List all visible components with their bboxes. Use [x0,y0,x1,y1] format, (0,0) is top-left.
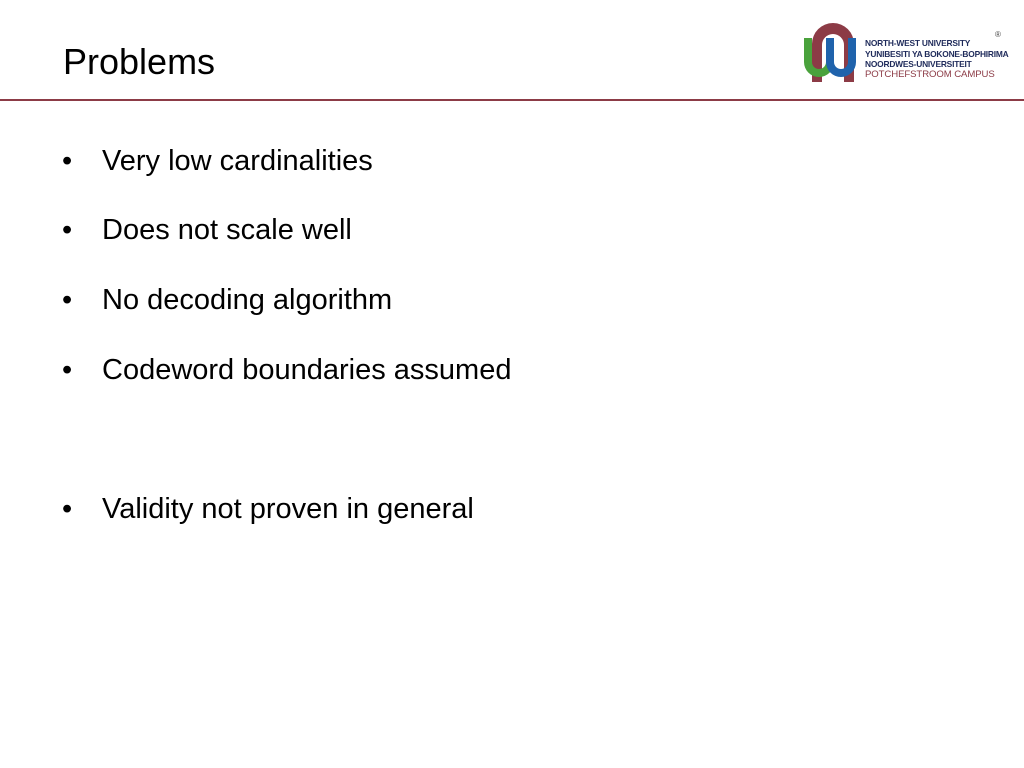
logo-line: NORTH-WEST UNIVERSITY [865,38,971,48]
bullet-text: Codeword boundaries assumed [102,354,512,386]
logo-campus-line: POTCHEFSTROOM CAMPUS [865,68,995,80]
bullet-item [62,352,511,388]
bullet-text: No decoding algorithm [102,284,393,316]
bullet-item [62,491,474,527]
bullet-icon: • [62,214,73,246]
logo-line: YUNIBESITI YA BOKONE-BOPHIRIMA [865,48,1009,59]
bullet-text: Validity not proven in general [102,493,474,525]
bullet-item [62,282,392,318]
bullet-text: Does not scale well [102,214,352,246]
bullet-text: Very low cardinalities [102,145,373,177]
logo-line: NOORDWES-UNIVERSITEIT [865,59,972,69]
bullet-item [62,212,352,248]
bullet-icon: • [62,354,73,386]
bullet-icon: • [62,145,73,177]
slide-title: Problems [63,41,216,82]
registered-mark: ® [995,30,1001,39]
bullet-item [62,143,373,179]
bullet-icon: • [62,493,73,525]
bullet-icon: • [62,284,73,316]
